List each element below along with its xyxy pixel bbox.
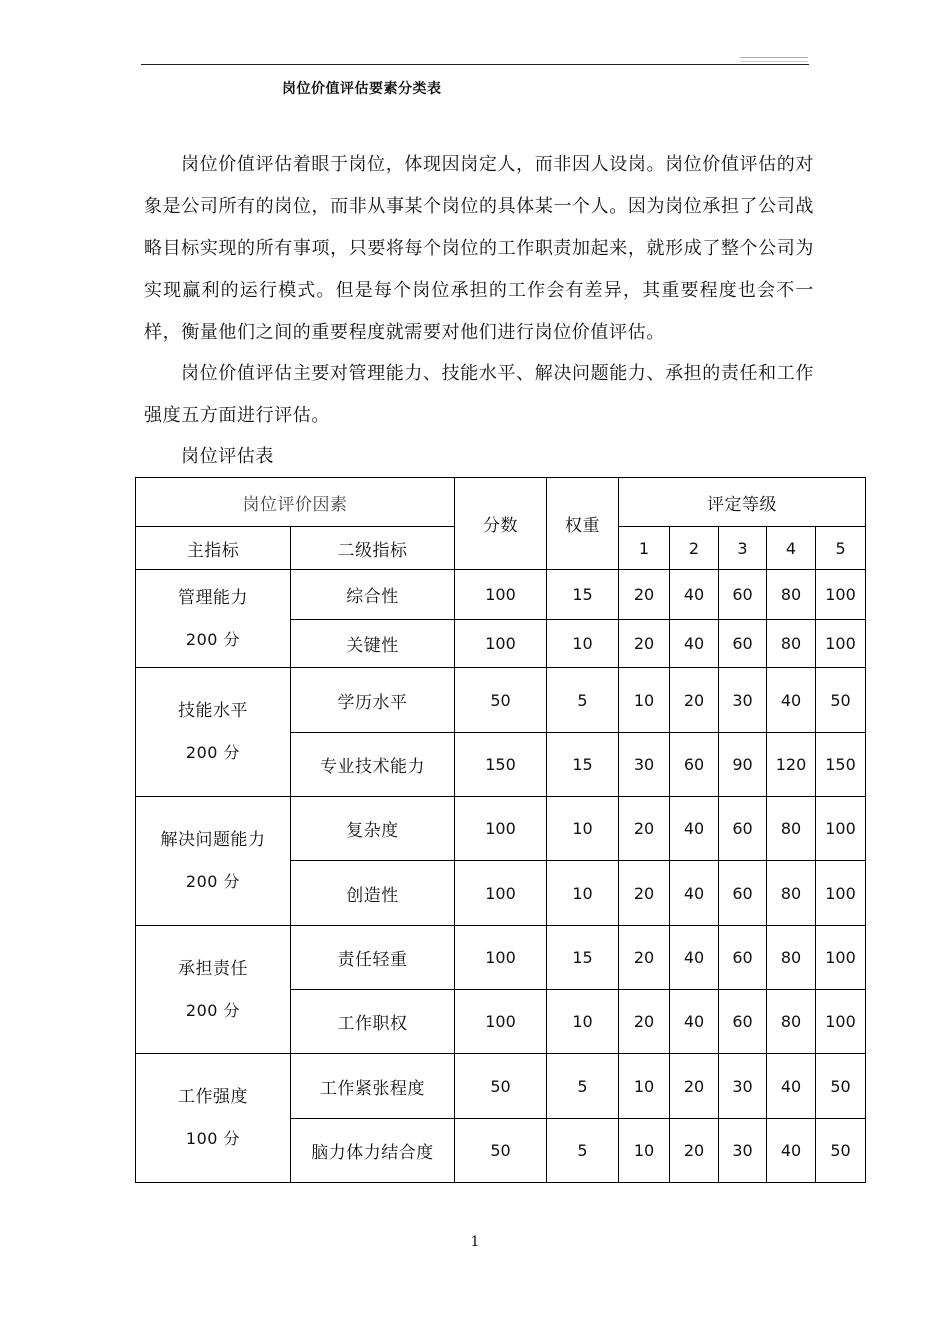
main-indicator-total: 100 分 [185,1129,241,1148]
level-cell: 100 [816,797,866,861]
level-cell: 150 [816,733,866,797]
level-cell: 60 [719,620,767,668]
level-cell: 20 [619,861,670,926]
table-caption: 岗位评估表 [181,446,274,467]
level-cell: 50 [816,668,866,733]
level-cell: 100 [816,990,866,1054]
page-number: 1 [470,1234,480,1250]
score-cell: 100 [455,620,547,668]
header-factor: 岗位评价因素 [136,478,455,527]
header-row [136,478,866,527]
level-cell: 40 [670,797,719,861]
header-score: 分数 [455,478,547,570]
weight-cell: 5 [547,668,619,733]
level-cell: 30 [719,668,767,733]
weight-cell: 5 [547,1119,619,1183]
level-cell: 40 [767,1054,816,1119]
header-level: 1 [619,527,670,570]
level-cell: 120 [767,733,816,797]
score-cell: 100 [455,797,547,861]
level-cell: 40 [670,926,719,990]
document-title: 岗位价值评估要素分类表 [282,81,442,97]
weight-cell: 15 [547,733,619,797]
level-cell: 40 [670,620,719,668]
evaluation-table [135,477,866,1183]
header-main: 主指标 [136,527,291,570]
main-indicator-total: 200 分 [185,629,241,649]
score-cell: 100 [455,990,547,1054]
score-cell: 100 [455,926,547,990]
weight-cell: 10 [547,797,619,861]
main-indicator-cell [136,668,291,797]
level-cell: 20 [619,797,670,861]
level-cell: 80 [767,990,816,1054]
weight-cell: 10 [547,990,619,1054]
level-cell: 60 [719,861,767,926]
secondary-indicator-cell: 责任轻重 [291,926,455,990]
level-cell: 100 [816,861,866,926]
level-cell: 40 [670,861,719,926]
main-indicator-cell [136,797,291,926]
weight-cell: 15 [547,926,619,990]
level-cell: 10 [619,1054,670,1119]
score-cell: 100 [455,570,547,620]
table-row [136,668,866,733]
header-weight: 权重 [547,478,619,570]
header-decoration-line [740,57,808,58]
secondary-indicator-cell: 关键性 [291,620,455,668]
header-level: 5 [816,527,866,570]
secondary-indicator-cell: 学历水平 [291,668,455,733]
level-cell: 80 [767,620,816,668]
header-level: 2 [670,527,719,570]
score-cell: 50 [455,1119,547,1183]
score-cell: 150 [455,733,547,797]
main-indicator-name: 承担责任 [178,958,248,979]
paragraph-intro: 岗位价值评估着眼于岗位，体现因岗定人，而非因人设岗。岗位价值评估的对象是公司所有的岗位，而非从事某个岗位的具体某一个人。因为岗位承担了公司战略目标实现的所有事项，只要将每个岗位的工作职责加起来，就形成了整个公司为实现赢利的运行模式。但是每个岗位承担的工作会有差异，其重要程度也会不一样，衡量他们之间的重要程度就需要对他们进行岗位价值评估。 [144,154,814,343]
level-cell: 40 [670,570,719,620]
level-cell: 60 [719,990,767,1054]
main-indicator-total: 200 分 [185,1000,241,1020]
table-row [136,1054,866,1119]
level-cell: 20 [670,1054,719,1119]
level-cell: 60 [719,570,767,620]
level-cell: 60 [670,733,719,797]
level-cell: 40 [670,990,719,1054]
level-cell: 60 [719,797,767,861]
level-cell: 90 [719,733,767,797]
main-indicator-name: 管理能力 [178,587,248,608]
main-indicator-cell [136,570,291,668]
level-cell: 20 [619,570,670,620]
secondary-indicator-cell: 专业技术能力 [291,733,455,797]
level-cell: 80 [767,926,816,990]
main-indicator-name: 技能水平 [178,701,248,721]
main-indicator-name: 工作强度 [178,1087,248,1107]
table-row [136,797,866,861]
level-cell: 10 [619,668,670,733]
level-cell: 20 [619,990,670,1054]
level-cell: 30 [619,733,670,797]
score-cell: 50 [455,1054,547,1119]
level-cell: 20 [619,926,670,990]
header-secondary: 二级指标 [291,527,455,570]
level-cell: 50 [816,1119,866,1183]
level-cell: 10 [619,1119,670,1183]
score-cell: 100 [455,861,547,926]
paragraph-scope: 岗位价值评估主要对管理能力、技能水平、解决问题能力、承担的责任和工作强度五方面进行评估。 [144,363,814,426]
main-indicator-total: 200 分 [185,872,241,891]
header-level: 3 [719,527,767,570]
header-level: 4 [767,527,816,570]
header-grade: 评定等级 [619,478,866,527]
secondary-indicator-cell: 工作职权 [291,990,455,1054]
table-body [136,478,866,1183]
level-cell: 20 [670,1119,719,1183]
main-indicator-name: 解决问题能力 [160,830,266,850]
weight-cell: 10 [547,861,619,926]
level-cell: 40 [767,668,816,733]
main-indicator-total: 200 分 [185,743,241,762]
level-cell: 30 [719,1054,767,1119]
secondary-indicator-cell: 工作紧张程度 [291,1054,455,1119]
level-cell: 80 [767,797,816,861]
level-cell: 100 [816,926,866,990]
weight-cell: 15 [547,570,619,620]
secondary-indicator-cell: 复杂度 [291,797,455,861]
table-row [136,570,866,620]
main-indicator-cell [136,1054,291,1183]
level-cell: 80 [767,861,816,926]
secondary-indicator-cell: 脑力体力结合度 [291,1119,455,1183]
header-rule [141,64,809,65]
level-cell: 30 [719,1119,767,1183]
level-cell: 100 [816,570,866,620]
level-cell: 40 [767,1119,816,1183]
header-decoration-line [740,61,808,62]
weight-cell: 10 [547,620,619,668]
level-cell: 100 [816,620,866,668]
table-row [136,926,866,990]
level-cell: 60 [719,926,767,990]
level-cell: 20 [619,620,670,668]
secondary-indicator-cell: 综合性 [291,570,455,620]
score-cell: 50 [455,668,547,733]
secondary-indicator-cell: 创造性 [291,861,455,926]
level-cell: 50 [816,1054,866,1119]
level-cell: 80 [767,570,816,620]
weight-cell: 5 [547,1054,619,1119]
level-cell: 20 [670,668,719,733]
main-indicator-cell [136,926,291,1054]
